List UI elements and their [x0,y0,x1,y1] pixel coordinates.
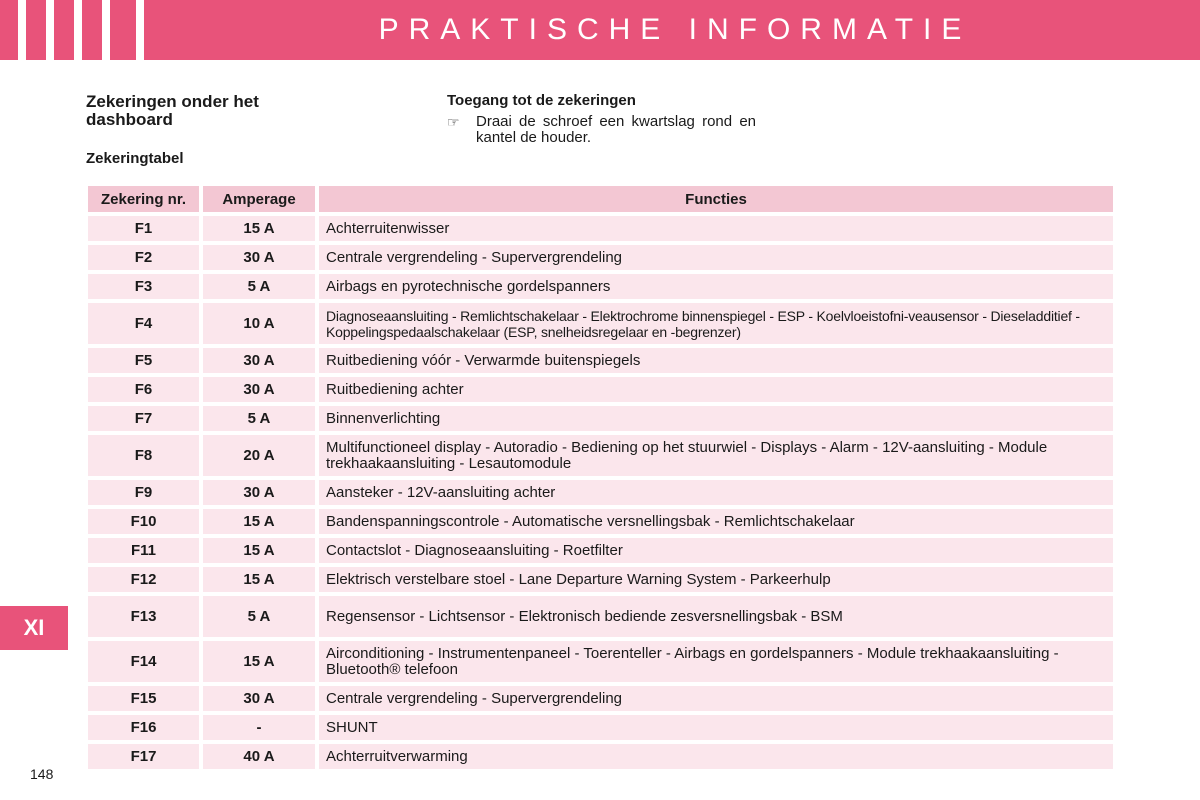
fuse-number: F10 [88,509,199,534]
fuse-number: F8 [88,435,199,476]
fuse-number: F13 [88,596,199,637]
fuse-number: F16 [88,715,199,740]
column-header-amperage: Amperage [203,186,315,212]
fuse-amperage: 30 A [203,377,315,402]
fuse-number: F17 [88,744,199,769]
fuse-functions: Airconditioning - Instrumentenpaneel - Toerenteller - Airbags en gordelspanners - Module trekhaakaansluiting - Bluetooth® telefoon [319,641,1113,682]
fuse-functions: Aansteker - 12V-aansluiting achter [319,480,1113,505]
table-header-row [88,186,1113,212]
pointing-hand-icon: ☞ [447,114,460,130]
table-row [88,377,1113,402]
fuse-number: F7 [88,406,199,431]
fuse-functions: Achterruitverwarming [319,744,1113,769]
fuse-number: F4 [88,303,199,344]
table-row [88,216,1113,241]
header-band [0,0,1200,60]
table-row [88,686,1113,711]
table-row [88,509,1113,534]
fuse-functions: Centrale vergrendeling - Supervergrendeling [319,686,1113,711]
fuse-functions: Bandenspanningscontrole - Automatische versnellingsbak - Remlichtschakelaar [319,509,1113,534]
fuse-functions: Multifunctioneel display - Autoradio - Bediening op het stuurwiel - Displays - Alarm - 12V-aansluiting - Module trekhaakaansluiting - Lesautomodule [319,435,1113,476]
fuse-number: F12 [88,567,199,592]
fuse-amperage: 15 A [203,641,315,682]
header-stripe [46,0,54,60]
table-row [88,303,1113,344]
header-stripe [74,0,82,60]
fuse-amperage: 5 A [203,596,315,637]
table-row [88,641,1113,682]
fuse-number: F15 [88,686,199,711]
table-row [88,596,1113,637]
fuse-amperage: 15 A [203,509,315,534]
fuse-number: F1 [88,216,199,241]
fuse-amperage: 20 A [203,435,315,476]
fuse-number: F3 [88,274,199,299]
fuse-number: F6 [88,377,199,402]
header-stripe [102,0,110,60]
fuse-functions: Ruitbediening achter [319,377,1113,402]
table-row [88,348,1113,373]
fuse-number: F9 [88,480,199,505]
fuse-number: F11 [88,538,199,563]
fuse-amperage: 15 A [203,538,315,563]
fuse-functions: Centrale vergrendeling - Supervergrendeling [319,245,1113,270]
fuse-number: F2 [88,245,199,270]
access-heading: Toegang tot de zekeringen [447,92,636,109]
fuse-amperage: 40 A [203,744,315,769]
fuse-amperage: 30 A [203,245,315,270]
fuse-amperage: 5 A [203,406,315,431]
fuse-table [84,182,1117,773]
fuse-functions: Contactslot - Diagnoseaansluiting - Roetfilter [319,538,1113,563]
access-instruction: Draai de schroef een kwartslag rond en kantel de houder. [476,113,756,146]
page-number: 148 [30,766,54,782]
fuse-functions: Achterruitenwisser [319,216,1113,241]
fuse-functions: Ruitbediening vóór - Verwarmde buitenspiegels [319,348,1113,373]
table-row [88,480,1113,505]
fuse-amperage: 30 A [203,480,315,505]
table-row [88,245,1113,270]
page-title: PRAKTISCHE INFORMATIE [378,13,972,46]
fuse-amperage: 30 A [203,348,315,373]
header-stripe [136,0,144,60]
table-row [88,435,1113,476]
table-row [88,538,1113,563]
fuse-amperage: 15 A [203,567,315,592]
table-row [88,715,1113,740]
fuse-amperage: 5 A [203,274,315,299]
fuse-amperage: 30 A [203,686,315,711]
table-title: Zekeringtabel [86,150,184,167]
fuse-functions: Diagnoseaansluiting - Remlichtschakelaar - Elektrochrome binnenspiegel - ESP - Koelvloeistofni-veausensor - Dieseladditief - Koppelingspedaalschakelaar (ESP, snelheidsregelaar en -begrenzer) [319,303,1113,344]
fuse-number: F14 [88,641,199,682]
header-stripe [18,0,26,60]
fuse-functions: Elektrisch verstelbare stoel - Lane Departure Warning System - Parkeerhulp [319,567,1113,592]
table-row [88,274,1113,299]
chapter-tab: XI [0,606,68,650]
fuse-functions: SHUNT [319,715,1113,740]
column-header-fuse-number: Zekering nr. [88,186,199,212]
fuse-amperage: 15 A [203,216,315,241]
column-header-functions: Functies [319,186,1113,212]
fuse-functions: Airbags en pyrotechnische gordelspanners [319,274,1113,299]
table-row [88,567,1113,592]
table-row [88,744,1113,769]
fuse-amperage: 10 A [203,303,315,344]
fuse-functions: Regensensor - Lichtsensor - Elektronisch bediende zesversnellingsbak - BSM [319,596,1113,637]
table-row [88,406,1113,431]
fuse-number: F5 [88,348,199,373]
fuse-amperage: - [203,715,315,740]
fuse-functions: Binnenverlichting [319,406,1113,431]
section-heading: Zekeringen onder het dashboard [86,92,259,129]
